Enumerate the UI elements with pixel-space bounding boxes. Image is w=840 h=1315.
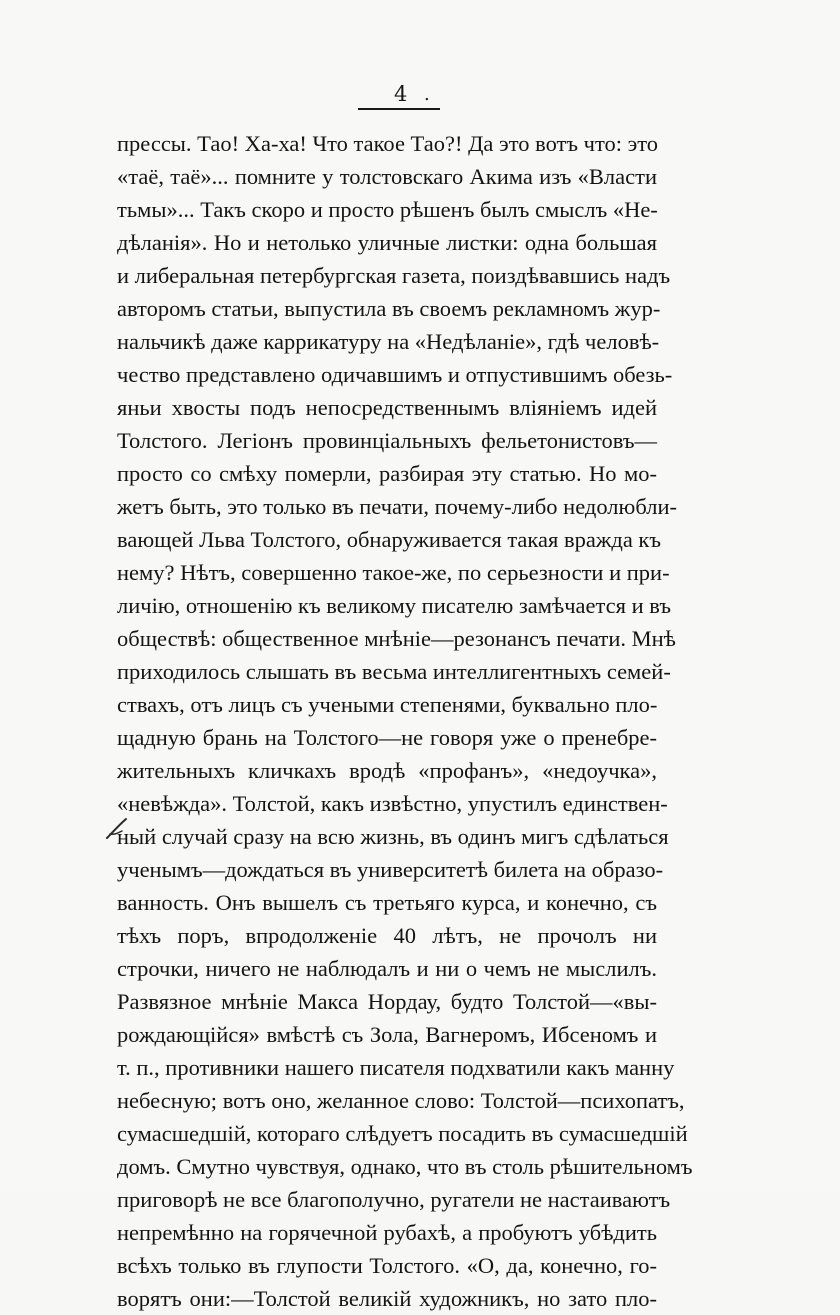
text-line: ный случай сразу на всю жизнь, въ одинъ мигъ сдѣлаться (117, 824, 669, 849)
text-line: «таё, таё»... помните у толстовскаго Акима изъ «Власти (117, 164, 657, 189)
text-line: т. п., противники нашего писателя подхватили какъ манну (117, 1055, 675, 1080)
text-line: домъ. Смутно чувствуя, однако, что въ столь рѣшительномъ (117, 1154, 693, 1179)
text-line: личію, отношенію къ великому писателю замѣчается и въ (117, 593, 671, 618)
text-line: рождающійся» вмѣстѣ съ Зола, Вагнеромъ, Ибсеномъ и (117, 1022, 657, 1047)
text-line: непремѣнно на горячечной рубахѣ, а пробуютъ убѣдить (117, 1220, 657, 1245)
text-line: жительныхъ кличкахъ вродѣ «профанъ», «недоучка», (117, 758, 657, 783)
text-line: щадную брань на Толстого—не говоря уже о пренебре- (117, 725, 657, 750)
text-line: ученымъ—дождаться въ университетѣ билета на образо- (117, 857, 664, 882)
text-line: Толстого. Легіонъ провинціальныхъ фельетонистовъ— (117, 428, 657, 453)
text-line: «невѣжда». Толстой, какъ извѣстно, упустилъ единствен- (117, 791, 668, 816)
text-line: тьмы»... Такъ скоро и просто рѣшенъ былъ смыслъ «Не- (117, 197, 658, 222)
text-line: нему? Нѣтъ, совершенно такое-же, по серьезности и при- (117, 560, 670, 585)
text-line: тѣхъ поръ, впродолженіе 40 лѣтъ, не прочолъ ни (117, 923, 657, 948)
text-line: нальчикѣ даже каррикатуру на «Недѣланіе», гдѣ человѣ- (117, 329, 660, 354)
header-dot: . (424, 84, 430, 105)
header-rule (358, 108, 440, 110)
text-line: чество представлено одичавшимъ и отпустившимъ обезь- (117, 362, 673, 387)
text-line: ствахъ, отъ лицъ съ учеными степенями, буквально пло- (117, 692, 658, 717)
text-line: авторомъ статьи, выпустила въ своемъ рекламномъ жур- (117, 296, 661, 321)
text-line: небесную; вотъ оно, желанное слово: Толстой—психопатъ, (117, 1088, 685, 1113)
text-line: ванность. Онъ вышелъ съ третьяго курса, и конечно, съ (117, 890, 657, 915)
text-line: строчки, ничего не наблюдалъ и ни о чемъ не мыслилъ. (117, 956, 657, 981)
text-line: и либеральная петербургская газета, поиздѣвавшись надъ (117, 263, 671, 288)
page-number: 4 (394, 82, 408, 106)
text-line: сумасшедшій, котораго слѣдуетъ посадить въ сумасшедшій (117, 1121, 688, 1146)
text-line: Развязное мнѣніе Макса Нордау, будто Толстой—«вы- (117, 989, 657, 1014)
text-line: вающей Льва Толстого, обнаруживается такая вражда къ (117, 527, 661, 552)
text-line: яньи хвосты подъ непосредственнымъ вліяніемъ идей (117, 395, 657, 420)
text-line: приговорѣ не все благополучно, ругатели не настаиваютъ (117, 1187, 671, 1212)
text-line: приходилось слышать въ весьма интеллигентныхъ семей- (117, 659, 671, 684)
text-line: просто со смѣху померли, разбирая эту статью. Но мо- (117, 461, 657, 486)
text-line: жетъ быть, это только въ печати, почему-либо недолюбли- (117, 494, 677, 519)
text-line: прессы. Тао! Ха-ха! Что такое Тао?! Да это вотъ что: это (117, 131, 659, 156)
text-line: ворятъ они:—Толстой великій художникъ, но зато пло- (117, 1286, 657, 1311)
text-line: дѣланія». Но и нетолько уличные листки: одна большая (117, 230, 657, 255)
handwritten-margin-mark (104, 816, 130, 842)
text-line: всѣхъ только въ глупости Толстого. «О, да, конечно, го- (117, 1253, 657, 1278)
text-line: обществѣ: общественное мнѣніе—резонансъ печати. Мнѣ (117, 626, 676, 651)
body-text (117, 127, 693, 1315)
page-header (356, 80, 446, 110)
